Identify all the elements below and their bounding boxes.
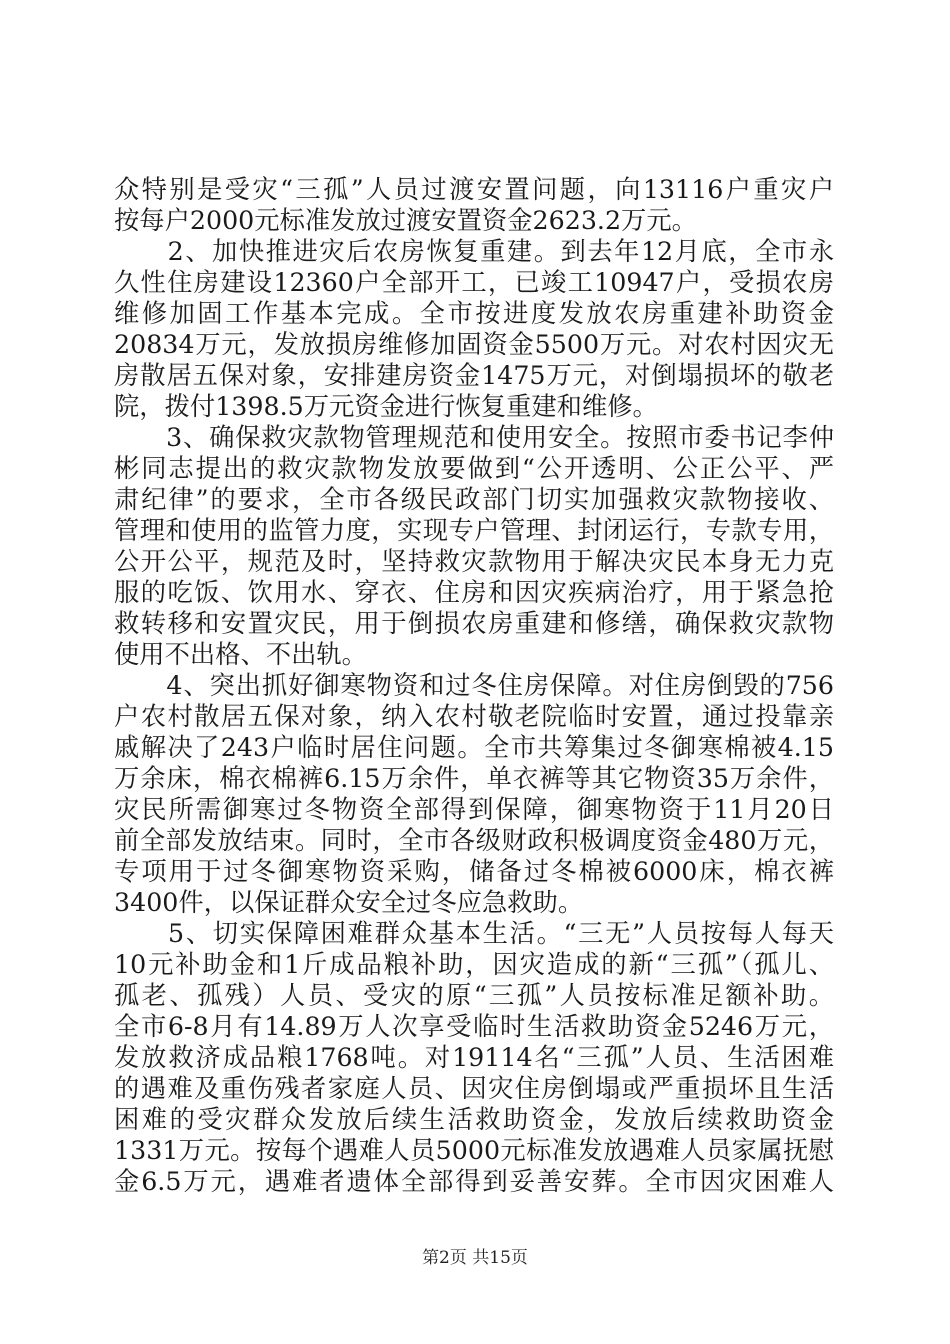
- text-line: 使用不出格、不出轨。: [114, 640, 367, 669]
- text-line: 4、突出抓好御寒物资和过冬住房保障。对住房倒毁的756: [114, 671, 834, 700]
- text-line: 服的吃饭、饮用水、穿衣、住房和因灾疾病治疗，用于紧急抢: [114, 578, 834, 607]
- text-line: 10元补助金和1斤成品粮补助，因灾造成的新“三孤”（孤儿、: [114, 950, 834, 979]
- text-line: 按每户2000元标准发放过渡安置资金2623.2万元。: [114, 206, 697, 235]
- text-line: 前全部发放结束。同时，全市各级财政积极调度资金480万元，: [114, 826, 834, 855]
- text-line: 院，拨付1398.5万元资金进行恢复重建和维修。: [114, 392, 658, 421]
- text-line: 5、切实保障困难群众基本生活。“三无”人员按每人每天: [114, 919, 834, 948]
- text-line: 困难的受灾群众发放后续生活救助资金，发放后续救助资金: [114, 1105, 834, 1134]
- text-line: 全市6-8月有14.89万人次享受临时生活救助资金5246万元，: [114, 1012, 834, 1041]
- text-line: 发放救济成品粮1768吨。对19114名“三孤”人员、生活困难: [114, 1043, 834, 1072]
- text-line: 孤老、孤残）人员、受灾的原“三孤”人员按标准足额补助。: [114, 981, 834, 1010]
- text-line: 的遇难及重伤残者家庭人员、因灾住房倒塌或严重损坏且生活: [114, 1074, 834, 1103]
- text-line: 3400件，以保证群众安全过冬应急救助。: [114, 888, 584, 917]
- text-line: 金6.5万元，遇难者遗体全部得到妥善安葬。全市因灾困难人: [114, 1167, 834, 1196]
- text-line: 户农村散居五保对象，纳入农村敬老院临时安置，通过投靠亲: [114, 702, 834, 731]
- text-line: 彬同志提出的救灾款物发放要做到“公开透明、公正公平、严: [114, 454, 834, 483]
- text-line: 公开公平，规范及时，坚持救灾款物用于解决灾民本身无力克: [114, 547, 834, 576]
- text-line: 2、加快推进灾后农房恢复重建。到去年12月底，全市永: [114, 237, 834, 266]
- text-line: 管理和使用的监管力度，实现专户管理、封闭运行，专款专用，: [114, 516, 834, 545]
- text-line: 1331万元。按每个遇难人员5000元标准发放遇难人员家属抚慰: [114, 1136, 834, 1165]
- text-line: 灾民所需御寒过冬物资全部得到保障，御寒物资于11月20日: [114, 795, 834, 824]
- text-line: 戚解决了243户临时居住问题。全市共筹集过冬御寒棉被4.15: [114, 733, 834, 762]
- text-line: 3、确保救灾款物管理规范和使用安全。按照市委书记李仲: [114, 423, 834, 452]
- text-line: 万余床，棉衣棉裤6.15万余件，单衣裤等其它物资35万余件，: [114, 764, 834, 793]
- text-line: 肃纪律”的要求，全市各级民政部门切实加强救灾款物接收、: [114, 485, 834, 514]
- text-line: 久性住房建设12360户全部开工，已竣工10947户，受损农房: [114, 268, 834, 297]
- text-line: 救转移和安置灾民，用于倒损农房重建和修缮，确保救灾款物: [114, 609, 834, 638]
- text-line: 众特别是受灾“三孤”人员过渡安置问题，向13116户重灾户: [114, 175, 834, 204]
- page-footer: 第2页 共15页: [422, 1248, 528, 1268]
- text-line: 专项用于过冬御寒物资采购，储备过冬棉被6000床，棉衣裤: [114, 857, 834, 886]
- text-line: 房散居五保对象，安排建房资金1475万元，对倒塌损坏的敬老: [114, 361, 834, 390]
- text-line: 20834万元，发放损房维修加固资金5500万元。对农村因灾无: [114, 330, 834, 359]
- text-line: 维修加固工作基本完成。全市按进度发放农房重建补助资金: [114, 299, 834, 328]
